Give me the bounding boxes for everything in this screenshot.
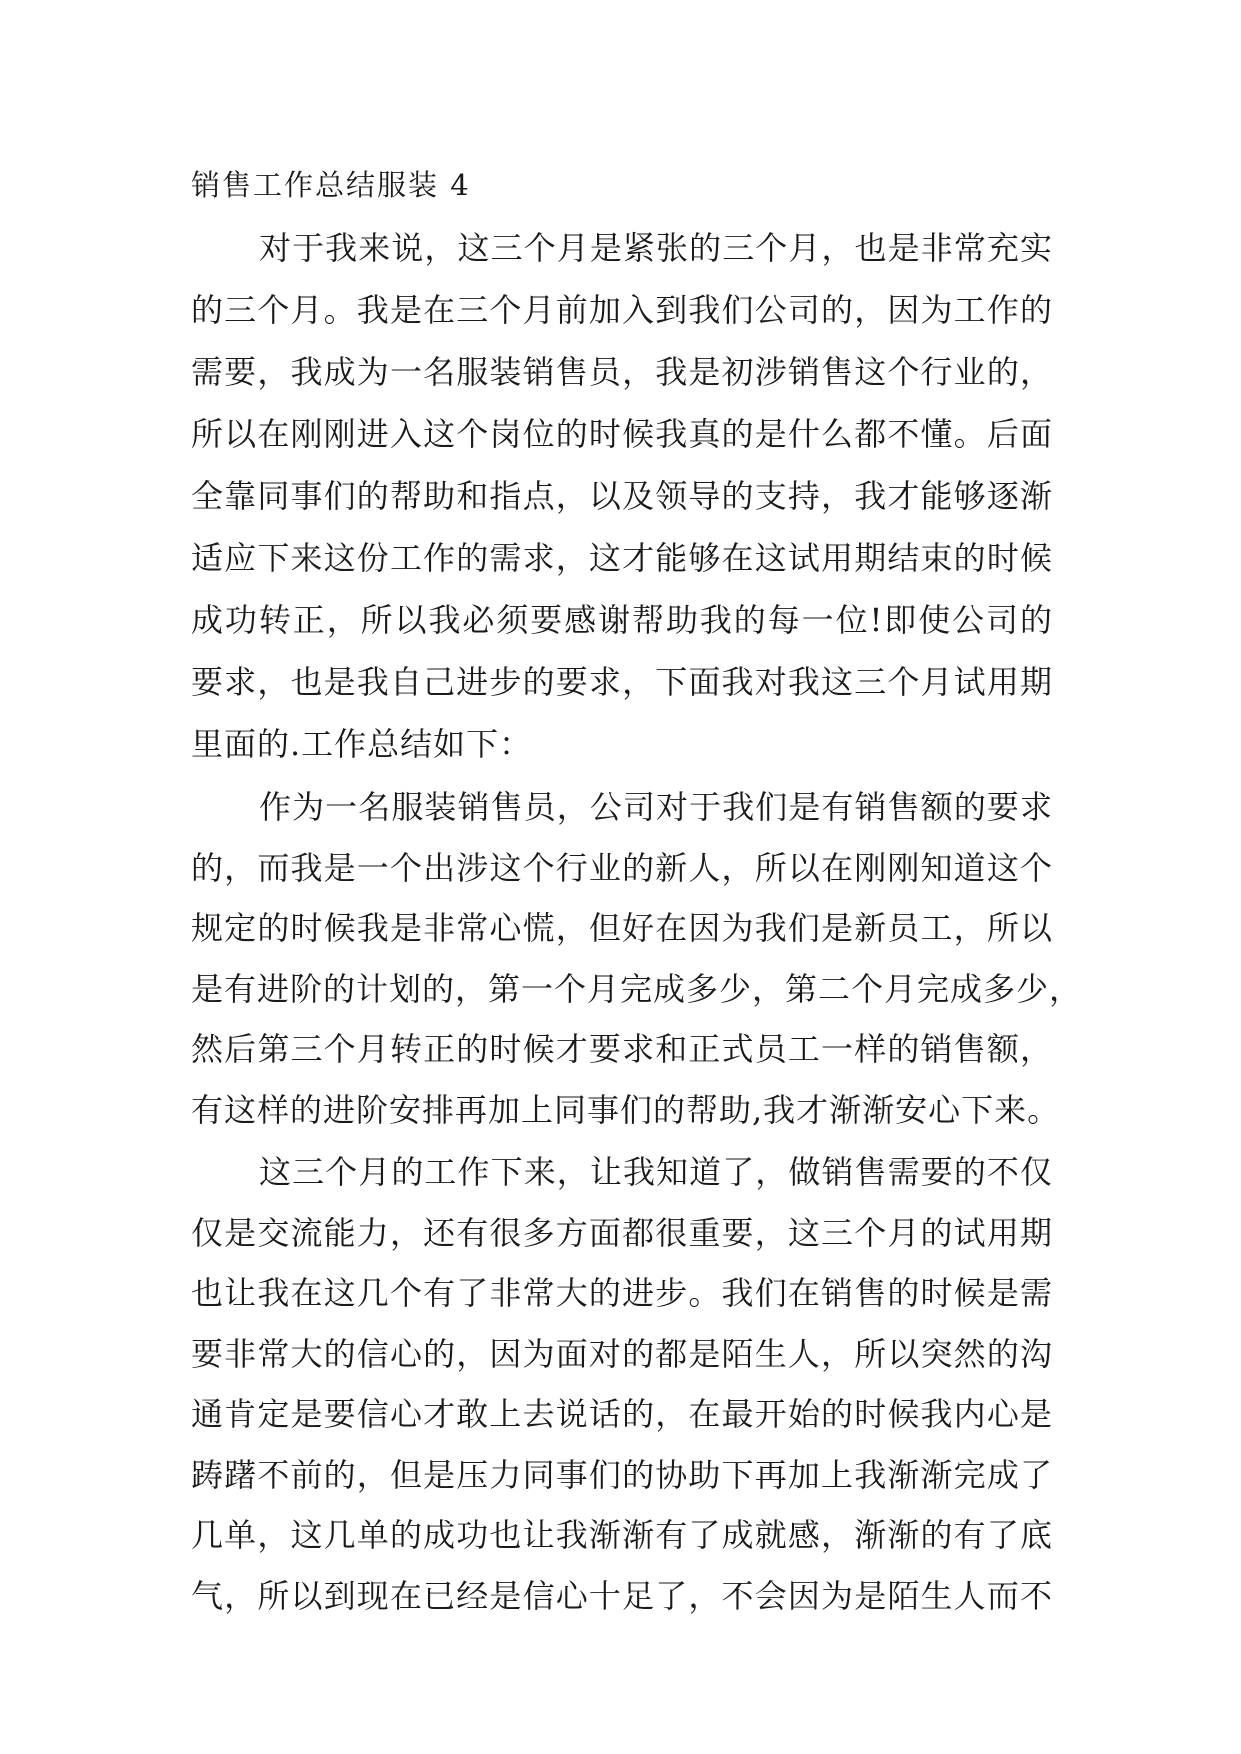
paragraph-line: 全靠同事们的帮助和指点，以及领导的支持，我才能够逐渐: [191, 477, 1053, 515]
paragraph-line: 有这样的进阶安排再加上同事们的帮助,我才渐渐安心下来。: [191, 1090, 1061, 1129]
paragraph-line: 也让我在这几个有了非常大的进步。我们在销售的时候是需: [191, 1274, 1053, 1312]
document-body: [191, 155, 1083, 1626]
paragraph-1: [191, 217, 1053, 775]
paragraph-line: 这三个月的工作下来，让我知道了，做销售需要的不仅: [259, 1153, 1053, 1191]
document-title: 销售工作总结服装 4: [191, 168, 471, 202]
paragraph-line: 踌躇不前的，但是压力同事们的协助下再加上我渐渐完成了: [191, 1455, 1053, 1494]
paragraph-3: [191, 1142, 1053, 1626]
paragraph-line: 气，所以到现在已经是信心十足了，不会因为是陌生人而不: [191, 1576, 1053, 1615]
paragraph-line: 通肯定是要信心才敢上去说话的，在最开始的时候我内心是: [191, 1395, 1053, 1433]
paragraph-line: 里面的.工作总结如下：: [191, 725, 533, 763]
paragraph-line: 几单，这几单的成功也让我渐渐有了成就感，渐渐的有了底: [191, 1516, 1053, 1554]
paragraph-line: 仅是交流能力，还有很多方面都很重要，这三个月的试用期: [191, 1213, 1053, 1252]
paragraph-line: 对于我来说，这三个月是紧张的三个月，也是非常充实: [259, 229, 1053, 267]
paragraph-line: 要求，也是我自己进步的要求，下面我对我这三个月试用期: [191, 663, 1053, 701]
paragraph-line: 是有进阶的计划的，第一个月完成多少，第二个月完成多少，: [191, 969, 1083, 1008]
paragraph-line: 成功转正，所以我必须要感谢帮助我的每一位!即使公司的: [191, 601, 1053, 639]
paragraph-line: 然后第三个月转正的时候才要求和正式员工一样的销售额，: [191, 1030, 1053, 1068]
paragraph-line: 规定的时候我是非常心慌，但好在因为我们是新员工，所以: [191, 909, 1053, 947]
paragraph-line: 适应下来这份工作的需求，这才能够在这试用期结束的时候: [191, 539, 1053, 577]
paragraph-line: 要非常大的信心的，因为面对的都是陌生人，所以突然的沟: [191, 1334, 1053, 1373]
paragraph-line: 需要，我成为一名服装销售员，我是初涉销售这个行业的，: [191, 353, 1053, 391]
paragraph-line: 的三个月。我是在三个月前加入到我们公司的，因为工作的: [191, 291, 1053, 329]
paragraph-line: 所以在刚刚进入这个岗位的时候我真的是什么都不懂。后面: [191, 415, 1053, 453]
paragraph-2: [191, 777, 1083, 1140]
paragraph-line: 的，而我是一个出涉这个行业的新人，所以在刚刚知道这个: [191, 848, 1053, 887]
paragraph-line: 作为一名服装销售员，公司对于我们是有销售额的要求: [259, 788, 1053, 826]
